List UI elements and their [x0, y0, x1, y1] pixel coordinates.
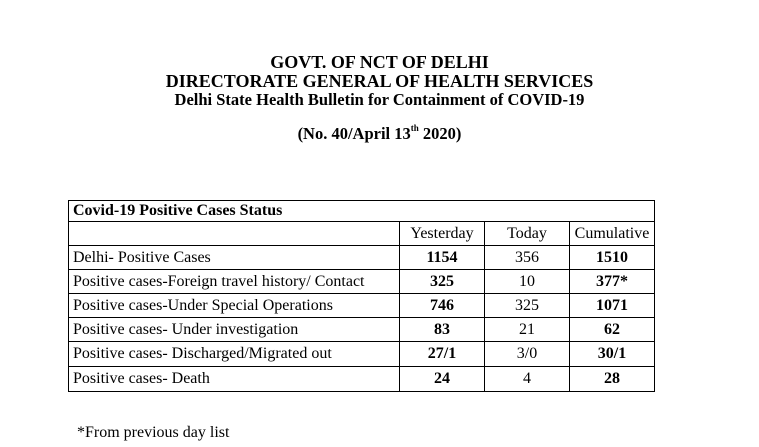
column-header-today: Today [485, 222, 570, 246]
header-empty-cell [69, 222, 400, 246]
cell-yesterday: 27/1 [400, 342, 485, 367]
cell-yesterday: 325 [400, 270, 485, 294]
cell-today: 325 [485, 294, 570, 318]
cell-cumulative: 62 [570, 318, 655, 342]
cell-cumulative: 1071 [570, 294, 655, 318]
covid-status-table [68, 200, 655, 392]
row-label: Positive cases-Under Special Operations [69, 294, 400, 318]
footnote: *From previous day list [77, 424, 230, 441]
table-row [69, 342, 655, 367]
header-bulletin-number [0, 124, 759, 144]
cell-yesterday: 83 [400, 318, 485, 342]
table-row [69, 367, 655, 392]
table-row [69, 294, 655, 318]
bulletin-number-suffix: 2020) [418, 124, 462, 143]
table-row [69, 246, 655, 270]
header-govt: GOVT. OF NCT OF DELHI [270, 52, 489, 72]
cell-yesterday: 24 [400, 367, 485, 392]
cell-today: 356 [485, 246, 570, 270]
cell-yesterday: 746 [400, 294, 485, 318]
cell-cumulative: 1510 [570, 246, 655, 270]
bulletin-number-prefix: (No. 40/April 13 [297, 124, 411, 143]
table-row [69, 270, 655, 294]
table-title: Covid-19 Positive Cases Status [69, 201, 655, 222]
header-bulletin-title: Delhi State Health Bulletin for Containment of COVID-19 [174, 90, 585, 109]
cell-cumulative: 30/1 [570, 342, 655, 367]
cell-yesterday: 1154 [400, 246, 485, 270]
cell-cumulative: 377* [570, 270, 655, 294]
cell-today: 10 [485, 270, 570, 294]
bulletin-number-ordinal: th [410, 123, 419, 133]
header-directorate: DIRECTORATE GENERAL OF HEALTH SERVICES [165, 71, 594, 91]
row-label: Delhi- Positive Cases [69, 246, 400, 270]
cell-today: 3/0 [485, 342, 570, 367]
table-row [69, 318, 655, 342]
column-header-yesterday: Yesterday [400, 222, 485, 246]
table-header-row [69, 222, 655, 246]
column-header-cumulative: Cumulative [570, 222, 655, 246]
table-title-row [69, 201, 655, 222]
cell-today: 4 [485, 367, 570, 392]
row-label: Positive cases- Death [69, 367, 400, 392]
row-label: Positive cases- Under investigation [69, 318, 400, 342]
row-label: Positive cases-Foreign travel history/ Contact [69, 270, 400, 294]
row-label: Positive cases- Discharged/Migrated out [69, 342, 400, 367]
cell-cumulative: 28 [570, 367, 655, 392]
cell-today: 21 [485, 318, 570, 342]
